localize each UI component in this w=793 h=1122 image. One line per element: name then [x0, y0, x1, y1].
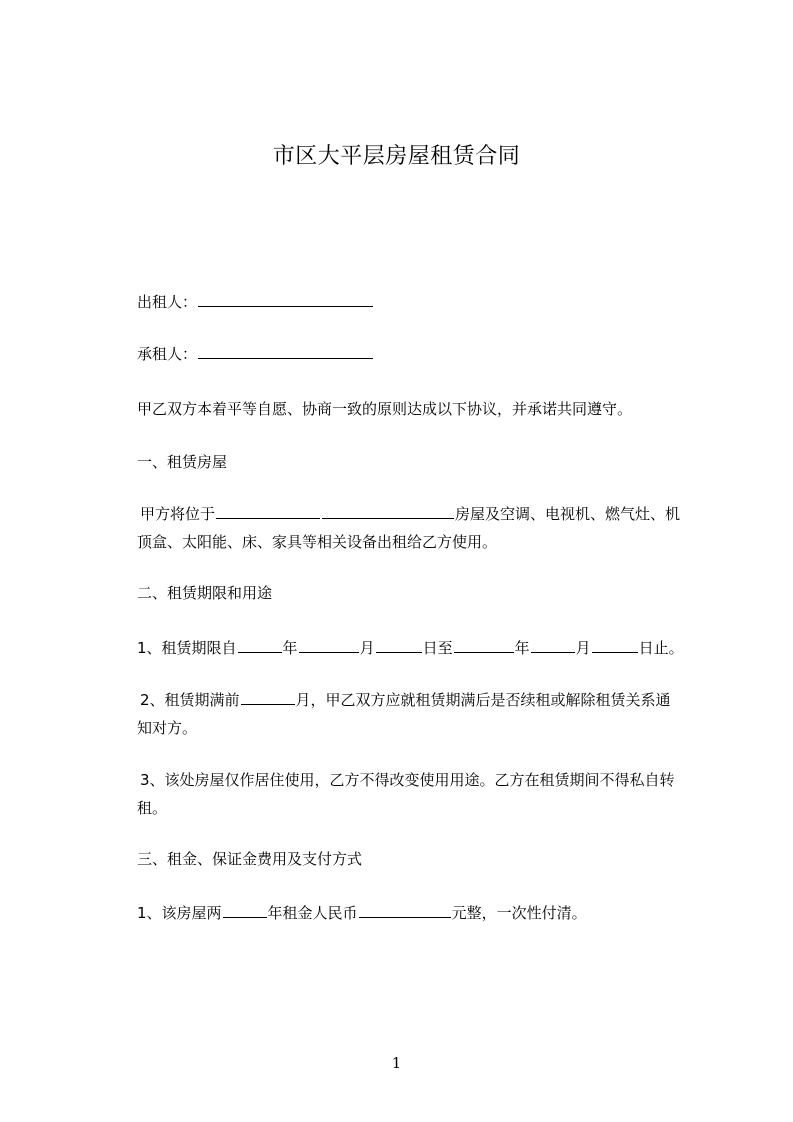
page-number: 1 [391, 1054, 402, 1072]
lessee-line [137, 340, 707, 369]
clause-2-3-line1: 3、该处房屋仅作居住使用，乙方不得改变使用用途。乙方在租赁期间不得私自转 [140, 771, 675, 789]
clause-3-1-prefix: 1、该房屋两 [137, 904, 222, 922]
end-year-blank [454, 635, 514, 653]
clause-3-1-end: 元整，一次性付清。 [451, 904, 587, 922]
clause-2-1-prefix: 1、租赁期限自 [137, 639, 237, 657]
section1-line2: 顶盒、太阳能、床、家具等相关设备出租给乙方使用。 [137, 533, 498, 551]
start-year-blank [238, 635, 282, 653]
clause-2-1-year2: 年 [514, 639, 530, 657]
rent-amount-blank [359, 900, 451, 918]
clause-2-1-month: 月 [359, 639, 375, 657]
clause-2-3-line2: 租。 [137, 799, 168, 817]
clause-2-1-month2: 月 [575, 639, 591, 657]
clause-3-1-mid: 年租金人民币 [267, 904, 358, 922]
lessee-label: 承租人： [137, 345, 198, 363]
address-blank-2 [322, 501, 454, 519]
lessor-blank [198, 289, 373, 307]
clause-2-1-end: 日止。 [638, 639, 684, 657]
start-day-blank [376, 635, 422, 653]
section1-line1 [140, 500, 710, 529]
section1-text-b: 房屋及空调、电视机、燃气灶、机 [455, 505, 681, 523]
clause-2-2-line2: 知对方。 [137, 719, 198, 737]
clause-2-2-prefix: 2、租赁期满前 [140, 691, 240, 709]
address-blank-1 [216, 501, 320, 519]
document-title: 市区大平层房屋租赁合同 [272, 144, 521, 169]
clause-2-1-to: 日至 [422, 639, 453, 657]
lessor-line [137, 288, 707, 317]
rent-years-blank [223, 900, 267, 918]
start-month-blank [299, 635, 359, 653]
lessor-label: 出租人： [137, 293, 198, 311]
clause-2-1 [137, 634, 707, 663]
section1-heading: 一、租赁房屋 [137, 453, 228, 471]
clause-2-1-year: 年 [282, 639, 298, 657]
section3-heading: 三、租金、保证金费用及支付方式 [137, 850, 363, 868]
end-day-blank [592, 635, 638, 653]
lessee-blank [198, 341, 373, 359]
end-month-blank [531, 635, 575, 653]
section2-heading: 二、租赁期限和用途 [137, 584, 273, 602]
clause-2-2-line1 [140, 686, 710, 715]
clause-3-1 [137, 899, 707, 928]
section1-text-a: 甲方将位于 [140, 505, 216, 523]
notice-months-blank [241, 687, 295, 705]
clause-2-2-text: 月，甲乙双方应就租赁期满后是否续租或解除租赁关系通 [295, 691, 671, 709]
intro-paragraph: 甲乙双方本着平等自愿、协商一致的原则达成以下协议，并承诺共同遵守。 [137, 400, 633, 418]
